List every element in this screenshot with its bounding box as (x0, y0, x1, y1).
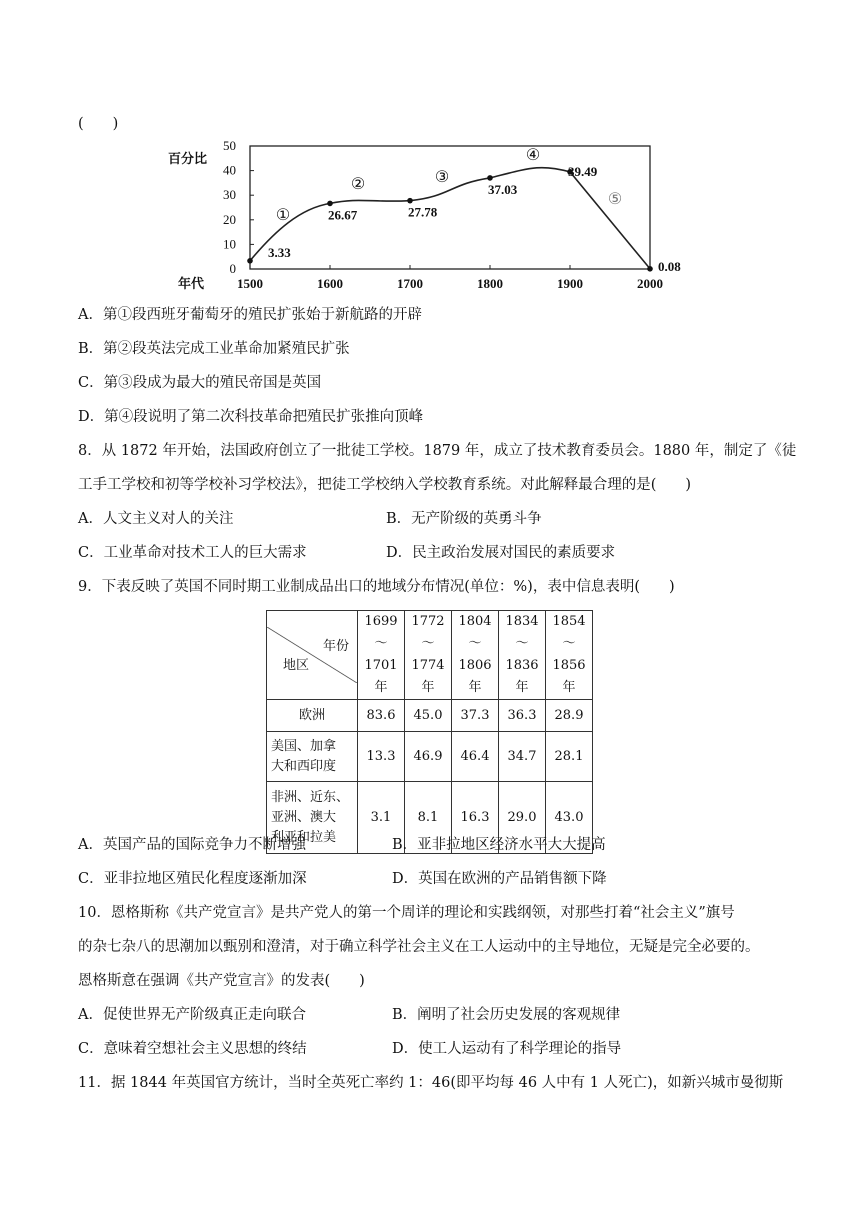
q8-option-d: D．民主政治发展对国民的素质要求 (386, 545, 616, 561)
data-point (647, 266, 653, 272)
data-point (487, 175, 493, 181)
data-label: 39.49 (568, 163, 598, 179)
q9-stem: 9．下表反映了英国不同时期工业制成品出口的地域分布情况(单位：%)，表中信息表明( ) (78, 579, 675, 595)
period-header: 1854～ 1856 年 (546, 611, 593, 700)
table-header-row (267, 611, 593, 700)
y-tick-label: 20 (223, 211, 236, 227)
q10-stem-line2: 的杂七杂八的思潮加以甄别和澄清，对于确立科学社会主义在工人运动中的主导地位，无疑是完全必要的。 (78, 939, 760, 955)
region-cell: 美国、加拿 大和西印度 (267, 732, 358, 782)
y-tick-label: 10 (223, 236, 236, 252)
y-axis-label: 百分比 (168, 151, 208, 166)
x-tick-label: 1600 (317, 276, 343, 290)
data-point (247, 258, 253, 264)
period-header: 1699～ 1701 年 (358, 611, 405, 700)
data-point (407, 198, 413, 204)
value-cell: 45.0 (405, 700, 452, 732)
segment-marker: ② (350, 176, 366, 193)
q10-stem-line1: 10．恩格斯称《共产党宣言》是共产党人的第一个周详的理论和实践纲领，对那些打着“社会主义”旗号 (78, 905, 735, 921)
value-cell: 46.4 (452, 732, 499, 782)
q7-option-d: D．第④段说明了第二次科技革命把殖民扩张推向顶峰 (78, 409, 424, 425)
period-header: 1804～ 1806 年 (452, 611, 499, 700)
q9-option-c: C．亚非拉地区殖民化程度逐渐加深 (78, 871, 307, 887)
q8-option-b: B．无产阶级的英勇斗争 (386, 511, 542, 527)
table-row (267, 732, 593, 782)
value-cell: 3.1 (358, 782, 405, 854)
table-corner-cell (267, 627, 357, 683)
value-cell: 28.1 (546, 732, 593, 782)
x-tick-label: 1500 (237, 276, 263, 290)
value-cell: 29.0 (499, 782, 546, 854)
q7-option-a: A．第①段西班牙葡萄牙的殖民扩张始于新航路的开辟 (78, 307, 422, 323)
data-label: 37.03 (488, 181, 518, 197)
y-tick-label: 40 (223, 162, 236, 178)
value-cell: 34.7 (499, 732, 546, 782)
period-header: 1772～ 1774 年 (405, 611, 452, 700)
q7-option-c: C．第③段成为最大的殖民帝国是英国 (78, 375, 322, 391)
value-cell: 36.3 (499, 700, 546, 732)
q9-option-a: A．英国产品的国际竞争力不断增强 (78, 837, 306, 853)
y-tick-label: 50 (223, 138, 236, 153)
segment-marker: ③ (434, 169, 450, 186)
value-cell: 16.3 (452, 782, 499, 854)
segment-marker: ① (275, 207, 291, 224)
q9-option-d: D．英国在欧洲的产品销售额下降 (392, 871, 607, 887)
export-distribution-table (266, 610, 593, 854)
y-tick-label: 30 (223, 187, 236, 203)
q10-option-d: D．使工人运动有了科学理论的指导 (392, 1041, 622, 1057)
corner-year-label: 年份 (322, 639, 349, 654)
q10-stem-line3: 恩格斯意在强调《共产党宣言》的发表( ) (78, 973, 365, 989)
corner-region-label: 地区 (283, 658, 310, 673)
value-cell: 8.1 (405, 782, 452, 854)
data-label: 27.78 (408, 204, 438, 220)
q8-stem-line2: 工手工学校和初等学校补习学校法》，把徒工学校纳入学校教育系统。对此解释最合理的是( ) (78, 477, 692, 493)
y-tick-label: 0 (229, 261, 236, 276)
q8-stem-line1: 8．从 1872 年开始，法国政府创立了一批徒工学校。1879 年，成立了技术教育委员会。1880 年，制定了《徒 (78, 443, 797, 459)
q7-stem-tail: ( ) (78, 116, 119, 132)
x-tick-label: 1900 (557, 276, 583, 290)
q10-option-a: A．促使世界无产阶级真正走向联合 (78, 1007, 306, 1023)
series-line (250, 168, 650, 269)
value-cell: 28.9 (546, 700, 593, 732)
value-cell: 37.3 (452, 700, 499, 732)
q10-option-b: B．阐明了社会历史发展的客观规律 (392, 1007, 621, 1023)
segment-marker: ⑤ (607, 191, 623, 208)
table-row (267, 700, 593, 732)
x-tick-label: 1800 (477, 276, 503, 290)
period-header: 1834～ 1836 年 (499, 611, 546, 700)
data-label: 26.67 (328, 207, 358, 223)
x-tick-label: 2000 (637, 276, 663, 290)
q8-option-a: A．人文主义对人的关注 (78, 511, 234, 527)
x-axis-label: 年代 (178, 276, 205, 290)
value-cell: 83.6 (358, 700, 405, 732)
region-cell: 非洲、近东、 亚洲、澳大 利亚和拉美 (267, 782, 358, 854)
q7-option-b: B．第②段英法完成工业革命加紧殖民扩张 (78, 341, 350, 357)
x-tick-label: 1700 (397, 276, 423, 290)
data-label: 3.33 (268, 244, 291, 260)
value-cell: 46.9 (405, 732, 452, 782)
value-cell: 43.0 (546, 782, 593, 854)
data-label: 0.08 (658, 258, 681, 274)
q9-option-b: B．亚非拉地区经济水平大大提高 (392, 837, 606, 853)
q8-option-c: C．工业革命对技术工人的巨大需求 (78, 545, 307, 561)
segment-marker: ④ (525, 147, 541, 164)
q10-option-c: C．意味着空想社会主义思想的终结 (78, 1041, 307, 1057)
q11-stem-line1: 11．据 1844 年英国官方统计，当时全英死亡率约 1：46(即平均每 46 人中有 1 人死亡)，如新兴城市曼彻斯 (78, 1075, 784, 1091)
region-cell: 欧洲 (267, 700, 358, 732)
data-point (327, 201, 333, 207)
colonial-expansion-line-chart (160, 130, 700, 290)
value-cell: 13.3 (358, 732, 405, 782)
